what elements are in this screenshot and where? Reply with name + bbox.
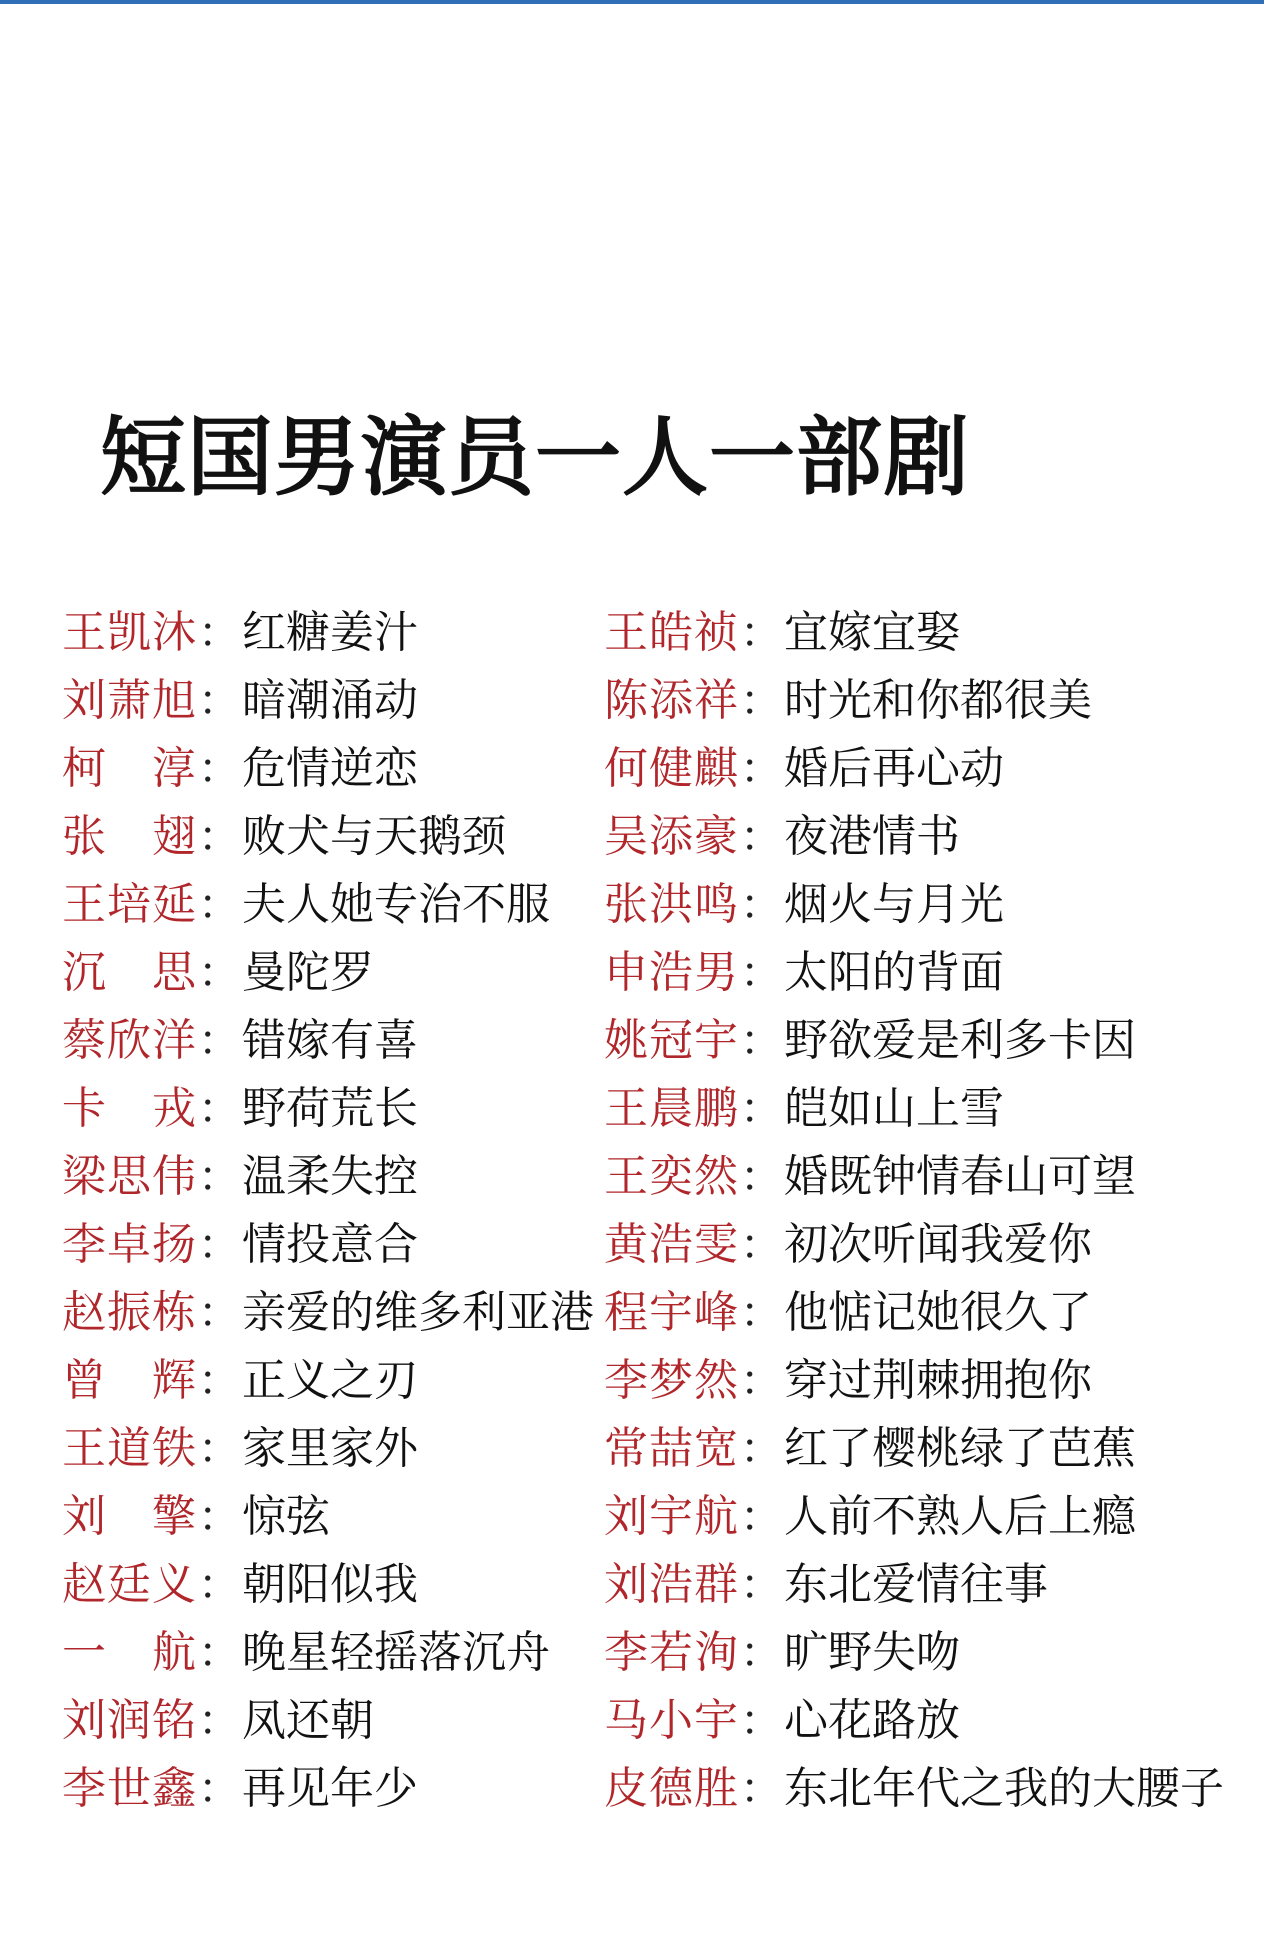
drama-title: 凤还朝 — [242, 1695, 374, 1746]
list-item — [62, 1143, 418, 1211]
drama-title: 暗潮涌动 — [242, 675, 418, 726]
separator: ： — [739, 1492, 782, 1541]
list-item — [62, 803, 506, 871]
separator: ： — [197, 1152, 240, 1201]
actor-name: 姚冠宇 — [604, 1015, 738, 1066]
actor-name: 王凯沐 — [62, 607, 196, 658]
drama-title: 夫人她专治不服 — [242, 879, 550, 930]
separator: ： — [739, 1288, 782, 1337]
actor-name: 王晨鹏 — [604, 1083, 738, 1134]
separator: ： — [739, 1560, 782, 1609]
actor-name: 李梦然 — [604, 1355, 738, 1406]
list-item — [604, 803, 960, 871]
drama-title: 东北爱情往事 — [784, 1559, 1048, 1610]
separator: ： — [197, 744, 240, 793]
actor-name: 赵廷义 — [62, 1559, 196, 1610]
actor-name: 李世鑫 — [62, 1763, 196, 1814]
list-item — [62, 1619, 550, 1687]
separator: ： — [197, 608, 240, 657]
list-item — [62, 1279, 594, 1347]
list-item — [604, 667, 1092, 735]
separator: ： — [739, 948, 782, 997]
page-title: 短国男演员一人一部剧 — [100, 408, 970, 508]
actor-name: 柯 淳 — [62, 743, 196, 794]
actor-name: 刘润铭 — [62, 1695, 196, 1746]
drama-title: 晚星轻摇落沉舟 — [242, 1627, 550, 1678]
drama-title: 人前不熟人后上瘾 — [784, 1491, 1136, 1542]
separator: ： — [197, 1560, 240, 1609]
separator: ： — [739, 1084, 782, 1133]
actor-name: 沉 思 — [62, 947, 196, 998]
separator: ： — [739, 1424, 782, 1473]
separator: ： — [739, 1220, 782, 1269]
actor-name: 卡 戎 — [62, 1083, 196, 1134]
separator: ： — [739, 1628, 782, 1677]
list-item — [604, 1687, 960, 1755]
actor-name: 赵振栋 — [62, 1287, 196, 1338]
drama-title: 温柔失控 — [242, 1151, 418, 1202]
actor-name: 刘浩群 — [604, 1559, 738, 1610]
actor-name: 梁思伟 — [62, 1151, 196, 1202]
actor-name: 王培延 — [62, 879, 196, 930]
list-item — [62, 1075, 418, 1143]
drama-title: 红了樱桃绿了芭蕉 — [784, 1423, 1136, 1474]
drama-title: 野欲爱是利多卡因 — [784, 1015, 1136, 1066]
list-item — [62, 735, 418, 803]
list-item — [62, 1007, 418, 1075]
drama-title: 正义之刃 — [242, 1355, 418, 1406]
actor-name: 常喆宽 — [604, 1423, 738, 1474]
list-item — [62, 599, 418, 667]
separator: ： — [739, 1764, 782, 1813]
top-divider — [0, 0, 1264, 4]
list-item — [604, 1755, 1224, 1823]
drama-title: 错嫁有喜 — [242, 1015, 418, 1066]
separator: ： — [197, 1424, 240, 1473]
separator: ： — [197, 1016, 240, 1065]
list-item — [604, 1143, 1136, 1211]
actor-name: 王皓祯 — [604, 607, 738, 658]
list-item — [604, 871, 1004, 939]
separator: ： — [739, 676, 782, 725]
list-item — [604, 939, 1004, 1007]
list-item — [604, 1075, 1004, 1143]
drama-title: 皑如山上雪 — [784, 1083, 1004, 1134]
list-item — [604, 1279, 1092, 1347]
drama-title: 曼陀罗 — [242, 947, 374, 998]
list-item — [604, 1007, 1136, 1075]
drama-title: 宜嫁宜娶 — [784, 607, 960, 658]
drama-title: 红糖姜汁 — [242, 607, 418, 658]
list-item — [604, 1483, 1136, 1551]
separator: ： — [197, 1356, 240, 1405]
separator: ： — [197, 1628, 240, 1677]
list-item — [62, 871, 550, 939]
list-item — [62, 1415, 418, 1483]
drama-title: 朝阳似我 — [242, 1559, 418, 1610]
separator: ： — [739, 812, 782, 861]
actor-name: 刘萧旭 — [62, 675, 196, 726]
separator: ： — [197, 880, 240, 929]
actor-name: 皮德胜 — [604, 1763, 738, 1814]
actor-name: 何健麒 — [604, 743, 738, 794]
actor-name: 王奕然 — [604, 1151, 738, 1202]
drama-title: 初次听闻我爱你 — [784, 1219, 1092, 1270]
list-item — [604, 1211, 1092, 1279]
drama-title: 东北年代之我的大腰子 — [784, 1763, 1224, 1814]
separator: ： — [197, 1764, 240, 1813]
actor-name: 王道铁 — [62, 1423, 196, 1474]
drama-title: 婚后再心动 — [784, 743, 1004, 794]
drama-title: 旷野失吻 — [784, 1627, 960, 1678]
list-item — [604, 735, 1004, 803]
actor-name: 李若洵 — [604, 1627, 738, 1678]
list-item — [604, 1347, 1092, 1415]
drama-title: 亲爱的维多利亚港 — [242, 1287, 594, 1338]
separator: ： — [739, 1696, 782, 1745]
actor-name: 申浩男 — [604, 947, 738, 998]
separator: ： — [739, 744, 782, 793]
actor-name: 张洪鸣 — [604, 879, 738, 930]
actor-name: 陈添祥 — [604, 675, 738, 726]
list-item — [62, 1755, 418, 1823]
separator: ： — [197, 1696, 240, 1745]
separator: ： — [197, 1084, 240, 1133]
actor-name: 一 航 — [62, 1627, 196, 1678]
drama-title: 再见年少 — [242, 1763, 418, 1814]
drama-title: 穿过荆棘拥抱你 — [784, 1355, 1092, 1406]
actor-name: 黄浩雯 — [604, 1219, 738, 1270]
separator: ： — [197, 1492, 240, 1541]
drama-title: 他惦记她很久了 — [784, 1287, 1092, 1338]
actor-name: 曾 辉 — [62, 1355, 196, 1406]
separator: ： — [739, 880, 782, 929]
list-item — [62, 939, 374, 1007]
list-item — [604, 1415, 1136, 1483]
drama-title: 家里家外 — [242, 1423, 418, 1474]
list-item — [604, 1619, 960, 1687]
list-item — [62, 1211, 418, 1279]
list-item — [604, 599, 960, 667]
list-item — [62, 667, 418, 735]
separator: ： — [197, 812, 240, 861]
drama-title: 太阳的背面 — [784, 947, 1004, 998]
list-item — [62, 1551, 418, 1619]
actor-name: 吴添豪 — [604, 811, 738, 862]
list-item — [62, 1347, 418, 1415]
drama-title: 时光和你都很美 — [784, 675, 1092, 726]
list-item — [62, 1687, 374, 1755]
drama-title: 心花路放 — [784, 1695, 960, 1746]
drama-title: 惊弦 — [242, 1491, 330, 1542]
actor-name: 李卓扬 — [62, 1219, 196, 1270]
actor-name: 张 翅 — [62, 811, 196, 862]
actor-name: 程宇峰 — [604, 1287, 738, 1338]
separator: ： — [197, 1220, 240, 1269]
separator: ： — [739, 608, 782, 657]
separator: ： — [197, 948, 240, 997]
drama-title: 野荷荒长 — [242, 1083, 418, 1134]
drama-title: 烟火与月光 — [784, 879, 1004, 930]
actor-name: 马小宇 — [604, 1695, 738, 1746]
actor-name: 刘宇航 — [604, 1491, 738, 1542]
actor-name: 蔡欣洋 — [62, 1015, 196, 1066]
drama-title: 情投意合 — [242, 1219, 418, 1270]
drama-title: 败犬与天鹅颈 — [242, 811, 506, 862]
actor-name: 刘 擎 — [62, 1491, 196, 1542]
separator: ： — [739, 1356, 782, 1405]
separator: ： — [197, 676, 240, 725]
drama-title: 夜港情书 — [784, 811, 960, 862]
separator: ： — [739, 1152, 782, 1201]
drama-title: 危情逆恋 — [242, 743, 418, 794]
separator: ： — [197, 1288, 240, 1337]
separator: ： — [739, 1016, 782, 1065]
list-item — [604, 1551, 1048, 1619]
list-item — [62, 1483, 330, 1551]
drama-title: 婚既钟情春山可望 — [784, 1151, 1136, 1202]
